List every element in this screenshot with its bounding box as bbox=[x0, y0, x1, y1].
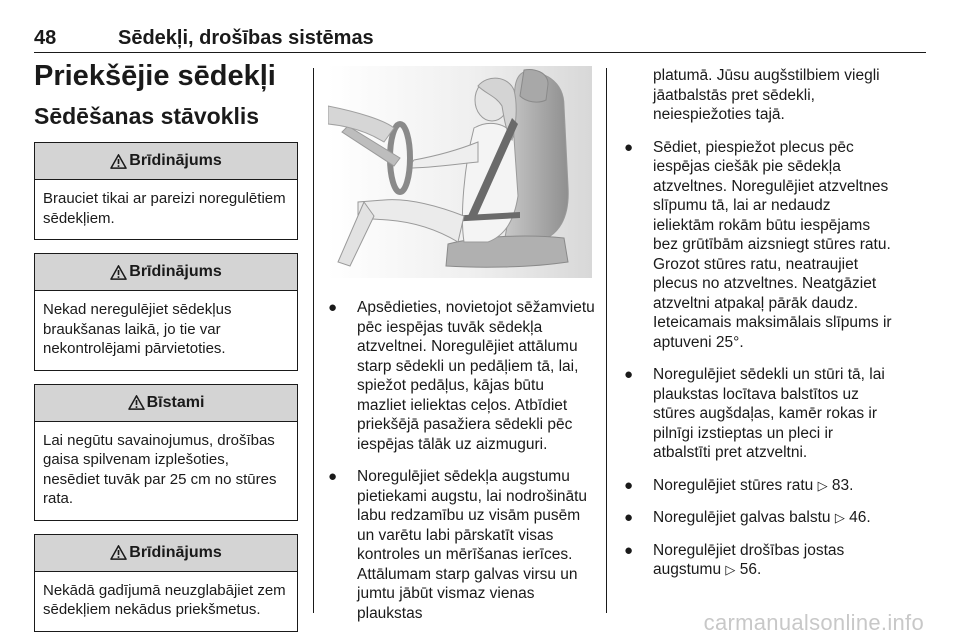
instruction-list bbox=[326, 298, 596, 623]
page-ref-arrow-icon: ▷ bbox=[725, 562, 736, 577]
warning-notice bbox=[34, 253, 298, 371]
list-item-text: Noregulējiet stūres ratu bbox=[653, 476, 814, 494]
warning-triangle-icon bbox=[128, 395, 145, 410]
bullet-icon: ● bbox=[624, 509, 634, 526]
list-item bbox=[326, 298, 596, 454]
warning-triangle-icon bbox=[110, 265, 127, 280]
column-middle bbox=[326, 66, 596, 636]
bullet-icon: ● bbox=[328, 299, 338, 316]
list-item-text: Noregulējiet galvas balstu bbox=[653, 509, 831, 526]
list-item bbox=[326, 467, 596, 623]
list-item-text: Noregulējiet drošības jostas augstumu bbox=[653, 541, 845, 578]
seating-position-illustration bbox=[328, 66, 592, 278]
list-item bbox=[622, 508, 892, 528]
notice-header bbox=[35, 254, 297, 291]
chapter-title: Sēdekļi, drošības sistēmas bbox=[118, 27, 374, 49]
list-item bbox=[622, 365, 892, 463]
page-ref-arrow-icon: ▷ bbox=[834, 510, 845, 525]
warning-notice bbox=[34, 534, 298, 632]
list-item bbox=[622, 541, 892, 580]
page-reference-link[interactable]: 46. bbox=[849, 509, 871, 526]
column-right bbox=[622, 66, 892, 593]
notice-text: Brauciet tikai ar pareizi noregulētiem sēdekļiem. bbox=[43, 190, 286, 227]
page-reference-link[interactable]: 83. bbox=[831, 476, 854, 494]
column-divider bbox=[313, 68, 314, 613]
notice-heading: Brīdinājums bbox=[129, 543, 222, 561]
notice-list bbox=[34, 142, 298, 632]
warning-triangle-icon bbox=[110, 154, 127, 169]
notice-header bbox=[35, 143, 297, 180]
notice-text: Nekādā gadījumā neuzglabājiet zem sēdekļiem nekādus priekšmetus. bbox=[43, 581, 286, 618]
notice-header bbox=[35, 535, 297, 572]
list-item bbox=[622, 138, 892, 353]
section-title: Priekšējie sēdekļi bbox=[34, 60, 276, 92]
bullet-icon: ● bbox=[624, 138, 634, 156]
list-item-text: Noregulējiet sēdekļa augstumu pietiekami augstu, lai nodrošinātu labu redzamību uz visām pusēm un varētu labi pārskatīt visas kontroles un mērīšanas ierīces. Attālumam starp galvas virsu un jumtu jābūt vismaz vienas plaukstas bbox=[357, 468, 588, 622]
page-header bbox=[34, 22, 926, 53]
bullet-icon: ● bbox=[624, 366, 634, 383]
page-ref-arrow-icon: ▷ bbox=[817, 477, 828, 493]
list-item-text: Sēdiet, piespiežot plecus pēc iespējas ciešāk pie sēdekļa atzveltnes. Noregulējiet atzveltnes slīpumu tā, lai ar nedaudz ieliektām rokām būtu iespējams bez grūtībām aizsniegt stūres ratu. Grozot stūres ratu, neatraujiet plecus no atzveltnes. Neatgāziet atzveltni atpakaļ pārāk daudz. Ieteicamais maksimālais slīpums ir aptuveni 25°. bbox=[653, 138, 892, 351]
list-item-text: Noregulējiet sēdekli un stūri tā, lai plaukstas locītava balstītos uz stūres augšdaļas, kamēr rokas ir pilnīgi izstieptas un pleci ir atbalstīti pret atzveltni. bbox=[653, 366, 885, 461]
notice-header bbox=[35, 385, 297, 422]
notice-heading: Bīstami bbox=[146, 393, 205, 411]
column-left bbox=[34, 58, 298, 632]
instruction-list bbox=[622, 138, 892, 580]
danger-notice bbox=[34, 384, 298, 521]
notice-heading: Brīdinājums bbox=[129, 263, 222, 280]
page-reference-link[interactable]: 56. bbox=[739, 561, 762, 578]
page-number: 48 bbox=[34, 27, 57, 49]
watermark: carmanualsonline.info bbox=[703, 610, 924, 635]
list-item-text: Apsēdieties, novietojot sēžamvietu pēc iespējas tuvāk sēdekļa atzveltnei. Noregulējiet attālumu starp sēdekli un pedāļiem tā, lai, spiežot pedāļus, kājas būtu mazliet ieliektas ceļos. Atbīdiet priekšējā pasažiera sēdekli pēc iespējas tālāk uz aizmuguri. bbox=[357, 299, 595, 453]
list-item bbox=[622, 476, 892, 496]
bullet-icon: ● bbox=[328, 468, 338, 485]
notice-text: Lai negūtu savainojumus, drošības gaisa spilvenam izplešoties, nesēdiet tuvāk par 25 cm no stūres rata. bbox=[43, 431, 277, 507]
notice-text: Nekad neregulējiet sēdekļus braukšanas laikā, jo tie var nekontrolējami pārvietoties. bbox=[43, 301, 232, 357]
notice-heading: Brīdinājums bbox=[129, 152, 222, 169]
bullet-icon: ● bbox=[624, 476, 634, 494]
subsection-title: Sēdēšanas stāvoklis bbox=[34, 103, 260, 129]
warning-notice bbox=[34, 142, 298, 240]
bullet-icon: ● bbox=[624, 541, 634, 559]
warning-triangle-icon bbox=[110, 545, 127, 560]
column-divider bbox=[606, 68, 607, 613]
continued-text: platumā. Jūsu augšstilbiem viegli jāatbalstās pret sēdekli, neiespiežoties tajā. bbox=[653, 67, 880, 123]
